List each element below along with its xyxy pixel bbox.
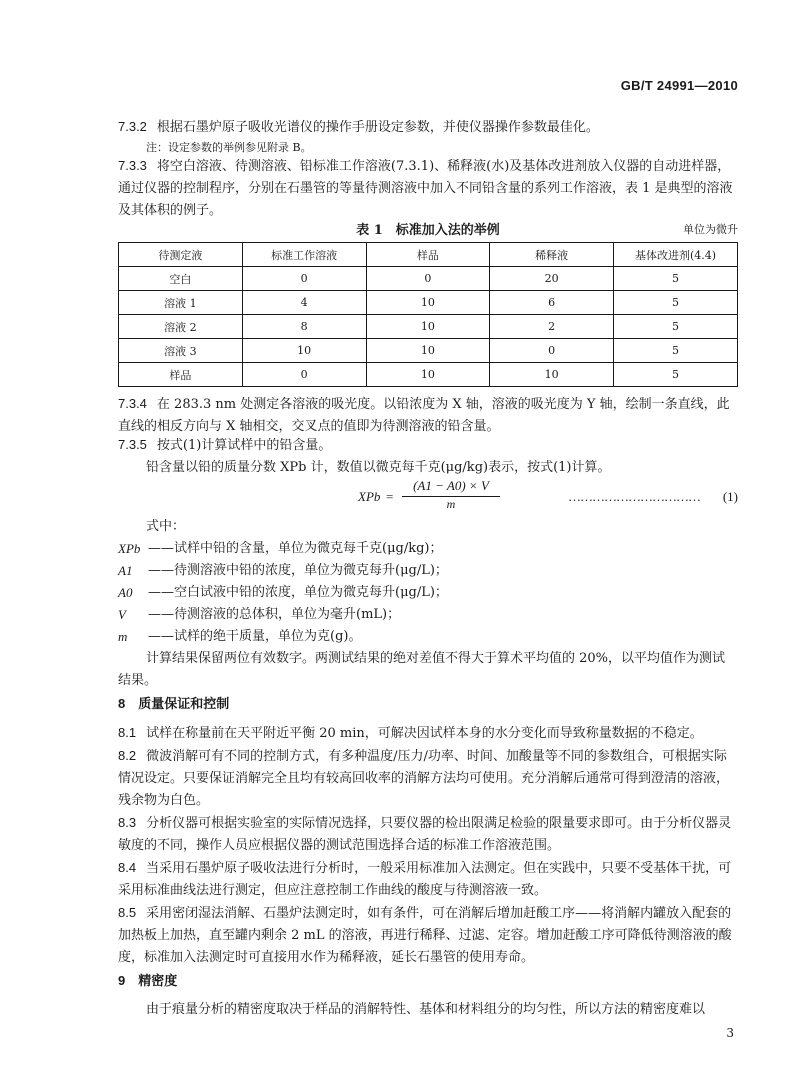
- page-number: 3: [726, 1026, 734, 1040]
- variable-symbol: A0: [118, 585, 133, 600]
- clause-number: 7.3.3: [118, 158, 147, 173]
- formula-equals: =: [386, 489, 394, 504]
- clause-number: 7.3.5: [118, 437, 147, 452]
- table-caption: [118, 219, 738, 241]
- table-row: [119, 267, 738, 291]
- result-rule: 计算结果保留两位有效数字。两测试结果的绝对差值不得大于算术平均值的 20%，以平均值作为测试结果。: [118, 651, 726, 688]
- variable-description: ——待测溶液的总体积，单位为毫升(mL)；: [148, 607, 401, 622]
- column-header: 基体改进剂(4.4): [614, 243, 738, 267]
- clause-8-1: [118, 722, 738, 745]
- clause-text: 当采用石墨炉原子吸收法进行分析时，一般采用标准加入法测定。但在实践中，只要不受基体干扰，可采用标准曲线法进行测定，但应注意控制工作曲线的酸度与待测溶液一致。: [118, 861, 732, 898]
- clause-text: 试样在称量前在天平附近平衡 20 min，可解决因试样本身的水分变化而导致称量数据的不稳定。: [146, 726, 703, 741]
- table-cell: 6: [490, 291, 614, 315]
- clause-number: 8.5: [118, 905, 137, 920]
- table-cell: 10: [366, 315, 490, 339]
- clause-8-4: [118, 857, 738, 902]
- table-header-row: [119, 243, 738, 267]
- clause-number: 7.3.2: [118, 119, 147, 134]
- clause-text: 微波消解可有不同的控制方式，有多种温度/压力/功率、时间、加酸量等不同的参数组合，可根据实际情况设定。只要保证消解完全且均有较高回收率的消解方法均可使用。充分消解后通常可得到澄清的溶液，残余物为白色。: [118, 749, 730, 808]
- formula-denominator: m: [446, 497, 456, 511]
- clause-text: 将空白溶液、待测溶液、铅标准工作溶液(7.3.1)、稀释液(水)及基体改进剂放入仪器的自动进样器，通过仪器的控制程序，分别在石墨管的等量待测溶液中加入不同铅含量的系列工作溶液，表 1 是典型的溶液及其体积的例子。: [118, 159, 733, 218]
- table-cell: 10: [242, 339, 366, 363]
- table-cell: 空白: [119, 267, 243, 291]
- formula-number: (1): [722, 489, 738, 504]
- clause-8-5: [118, 902, 738, 969]
- clause-7-3-3: [118, 155, 738, 222]
- variable-definition: [118, 626, 738, 648]
- table-row: [119, 315, 738, 339]
- table-cell: 溶液 2: [119, 315, 243, 339]
- clause-text: 采用密闭湿法消解、石墨炉法测定时，如有条件，可在消解后增加赶酸工序——将消解内罐放入配套的加热板上加热，直至罐内剩余 2 mL 的溶液，再进行稀释、过滤、定容。增加赶酸工序可降低待测溶液的酸度，标准加入法测定时可直接用水作为稀释液，延长石墨管的使用寿命。: [118, 906, 732, 965]
- variable-symbol: V: [118, 607, 126, 622]
- clause-number: 8.4: [118, 860, 137, 875]
- table-cell: 10: [490, 363, 614, 387]
- clause-number: 8.1: [118, 725, 137, 740]
- table-cell: 5: [614, 267, 738, 291]
- clause-7-3-4: [118, 393, 738, 438]
- table-cell: 5: [614, 363, 738, 387]
- clause-text: 分析仪器可根据实验室的实际情况选择，只要仪器的检出限满足检验的限量要求即可。由于分析仪器灵敏度的不同，操作人员应根据仪器的测试范围选择合适的标准工作溶液范围。: [118, 816, 732, 853]
- formula-where: [118, 516, 738, 692]
- formula-lhs: XPb: [358, 489, 381, 504]
- table-cell: 样品: [119, 363, 243, 387]
- variable-definition: [118, 560, 738, 582]
- table-cell: 0: [242, 267, 366, 291]
- formula-numerator: (A1 − A0) × V: [413, 478, 489, 493]
- section-8-heading: 8 质量保证和控制: [118, 696, 230, 711]
- clause-7-3-5: [118, 434, 738, 479]
- clause-8-3: [118, 812, 738, 857]
- table-row: [119, 339, 738, 363]
- variable-description: ——待测溶液中铅的浓度，单位为微克每升(μg/L)；: [148, 563, 448, 578]
- standard-addition-table: [118, 242, 738, 387]
- table-cell: 5: [614, 315, 738, 339]
- variable-description: ——空白试液中铅的浓度，单位为微克每升(μg/L)；: [148, 585, 448, 600]
- variable-definition: [118, 538, 738, 560]
- clause-text: 按式(1)计算试样中的铅含量。: [156, 438, 332, 453]
- column-header: 样品: [366, 243, 490, 267]
- column-header: 稀释液: [490, 243, 614, 267]
- section-9-text: 由于痕量分析的精密度取决于样品的消解特性、基体和材料组分的均匀性，所以方法的精密度难以: [146, 1002, 706, 1017]
- variable-symbol: XPb: [118, 541, 141, 556]
- clause-text: 根据石墨炉原子吸收光谱仪的操作手册设定参数，并使仪器操作参数最佳化。: [156, 120, 599, 135]
- table-cell: 10: [366, 363, 490, 387]
- column-header: 标准工作溶液: [242, 243, 366, 267]
- clause-number: 7.3.4: [118, 396, 147, 411]
- table-row: [119, 291, 738, 315]
- standard-number: GB/T 24991—2010: [620, 78, 738, 93]
- section-8-body: [118, 722, 738, 969]
- table-cell: 0: [490, 339, 614, 363]
- variable-symbol: m: [118, 629, 128, 644]
- section-9-heading: 9 精密度: [118, 973, 178, 988]
- variable-description: ——试样的绝干质量，单位为克(g)。: [148, 629, 362, 644]
- table-cell: 10: [366, 291, 490, 315]
- variable-symbol: A1: [118, 563, 133, 578]
- formula-1: [330, 478, 738, 514]
- table-cell: 10: [366, 339, 490, 363]
- table-unit: 单位为微升: [683, 223, 738, 236]
- formula-leader-dots: ……………………………: [568, 489, 700, 504]
- variable-definition: [118, 604, 738, 626]
- clause-8-2: [118, 745, 738, 812]
- clause-number: 8.3: [118, 815, 137, 830]
- table-cell: 20: [490, 267, 614, 291]
- table-cell: 0: [366, 267, 490, 291]
- table-cell: 5: [614, 339, 738, 363]
- variable-definition: [118, 582, 738, 604]
- table-cell: 5: [614, 291, 738, 315]
- clause-paragraph: 铅含量以铅的质量分数 XPb 计，数值以微克每千克(μg/kg)表示，按式(1)计算。: [146, 460, 611, 475]
- table-cell: 溶液 3: [119, 339, 243, 363]
- table-cell: 2: [490, 315, 614, 339]
- clause-note: 注：设定参数的举例参见附录 B。: [146, 141, 312, 154]
- table-cell: 8: [242, 315, 366, 339]
- clause-number: 8.2: [118, 748, 137, 763]
- table-row: [119, 363, 738, 387]
- table-title: 表 1 标准加入法的举例: [356, 223, 500, 238]
- clause-7-3-2: [118, 116, 738, 157]
- table-cell: 4: [242, 291, 366, 315]
- column-header: 待测定液: [119, 243, 243, 267]
- where-label: 式中：: [146, 519, 186, 534]
- variable-description: ——试样中铅的含量，单位为微克每千克(μg/kg)；: [148, 541, 443, 556]
- table-cell: 溶液 1: [119, 291, 243, 315]
- clause-text: 在 283.3 nm 处测定各溶液的吸光度。以铅浓度为 X 轴，溶液的吸光度为 Y 轴，绘制一条直线，此直线的相反方向与 X 轴相交，交叉点的值即为待测溶液的铅含量。: [118, 397, 730, 434]
- table-cell: 0: [242, 363, 366, 387]
